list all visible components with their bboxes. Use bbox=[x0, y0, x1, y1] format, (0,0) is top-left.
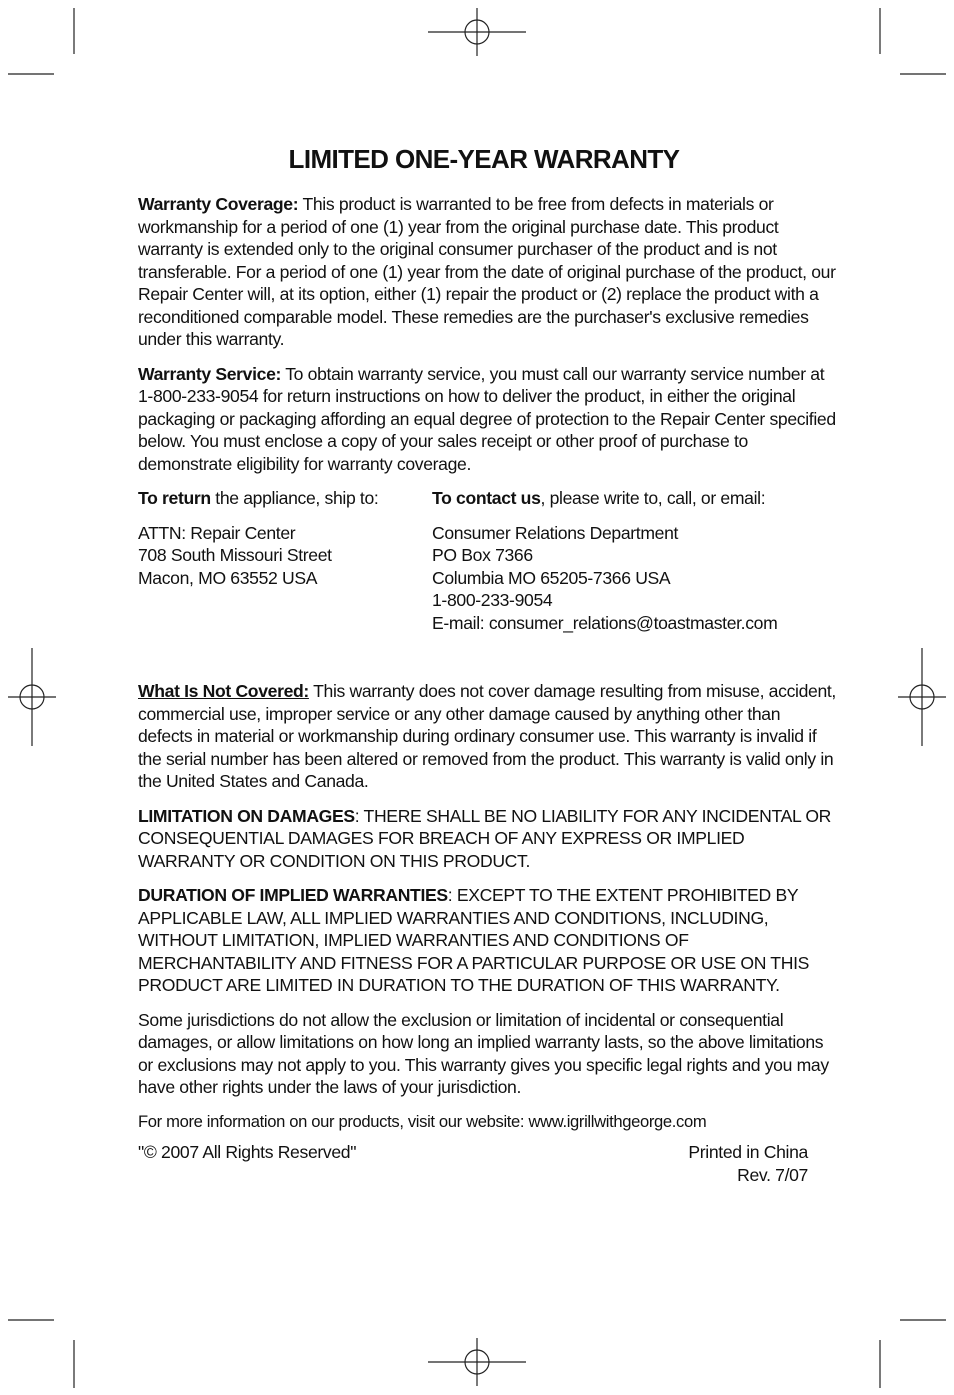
return-heading: To return bbox=[138, 488, 211, 508]
contact-address-line: Columbia MO 65205-7366 USA bbox=[432, 567, 671, 588]
coverage-text: This product is warranted to be free from defects in materials or workmanship for a period of one (1) year from the original purchase date. This product warranty is extended only to the original consumer purchaser of the product and is not transferable. For a period of one (1) year from the date of original purchase of the product, our Repair Center will, at its option, either (1) repair the product or (2) replace the product with a reconditioned comparable model. These remedies are the purchaser's exclusive remedies under this warranty. bbox=[138, 194, 836, 349]
return-heading-line bbox=[138, 487, 432, 510]
printed-in-text: Printed in China bbox=[688, 1142, 808, 1162]
revision-text: Rev. 7/07 bbox=[737, 1164, 808, 1185]
copyright-text: "© 2007 All Rights Reserved" bbox=[138, 1142, 357, 1162]
contact-phone: 1-800-233-9054 bbox=[432, 590, 553, 610]
not-covered-text: This warranty does not cover damage resulting from misuse, accident, commercial use, improper service or any other damage caused by anything other than defects in material or workmanship during ordinary consumer use. This warranty is invalid if the serial number has been altered or removed from the product. This warranty is valid only in the United States and Canada. bbox=[138, 681, 836, 791]
return-address-line: ATTN: Repair Center bbox=[138, 522, 296, 543]
coverage-heading: Warranty Coverage: bbox=[138, 194, 299, 214]
contact-heading-line bbox=[432, 487, 838, 510]
address-columns bbox=[138, 487, 838, 634]
return-address-column bbox=[138, 487, 432, 634]
limitation-text: : THERE SHALL BE NO LIABILITY FOR ANY INCIDENTAL OR CONSEQUENTIAL DAMAGES FOR BREACH OF ANY EXPRESS OR IMPLIED WARRANTY OR CONDITION ON THIS PRODUCT. bbox=[138, 805, 832, 871]
footer bbox=[138, 1141, 808, 1186]
duration-heading: DURATION OF IMPLIED WARRANTIES bbox=[138, 885, 448, 905]
contact-email: E-mail: consumer_relations@toastmaster.com bbox=[432, 612, 778, 633]
more-info-line: For more information on our products, visit our website: www.igrillwithgeorge.com bbox=[138, 1111, 707, 1131]
page-title: LIMITED ONE-YEAR WARRANTY bbox=[288, 144, 680, 174]
contact-address-line: Consumer Relations Department bbox=[432, 522, 679, 543]
not-covered-paragraph bbox=[138, 680, 838, 793]
contact-address-column bbox=[432, 487, 838, 634]
duration-paragraph bbox=[138, 884, 838, 997]
limitation-paragraph bbox=[138, 805, 838, 873]
contact-address-line: PO Box 7366 bbox=[432, 545, 533, 565]
contact-heading: To contact us bbox=[432, 488, 541, 508]
return-address bbox=[138, 522, 432, 590]
warranty-service-paragraph bbox=[138, 363, 838, 476]
print-info bbox=[688, 1141, 808, 1186]
jurisdictions-paragraph: Some jurisdictions do not allow the exclusion or limitation of incidental or consequential damages, or allow limitations on how long an implied warranty lasts, so the above limitations or exclusions may not apply to you. This warranty gives you specific legal rights and you may have other rights under the laws of your jurisdiction. bbox=[138, 1009, 829, 1097]
warranty-coverage-paragraph bbox=[138, 193, 838, 351]
return-heading-text: the appliance, ship to: bbox=[210, 488, 379, 508]
limitation-heading: LIMITATION ON DAMAGES bbox=[138, 805, 355, 826]
service-heading: Warranty Service: bbox=[138, 363, 282, 384]
service-text: To obtain warranty service, you must call our warranty service number at 1-800-233-9054 for return instructions on how to deliver the product, in either the original packaging or packaging affording an equal degree of protection to the Repair Center specified below. You must enclose a copy of your sales receipt or other proof of purchase to demonstrate eligibility for warranty coverage. bbox=[138, 363, 836, 474]
warranty-document bbox=[138, 140, 838, 1186]
not-covered-heading: What Is Not Covered: bbox=[138, 681, 309, 701]
contact-address bbox=[432, 522, 838, 635]
contact-heading-text: , please write to, call, or email: bbox=[540, 488, 766, 508]
duration-text: : EXCEPT TO THE EXTENT PROHIBITED BY APPLICABLE LAW, ALL IMPLIED WARRANTIES AND CONDITIONS, INCLUDING, WITHOUT LIMITATION, IMPLIED WARRANTIES AND CONDITIONS OF MERCHANTABILITY AND FITNESS FOR A PARTICULAR PURPOSE OR USE ON THIS PRODUCT ARE LIMITED IN DURATION TO THE DURATION OF THIS WARRANTY. bbox=[138, 885, 809, 995]
return-address-line: 708 South Missouri Street bbox=[138, 545, 332, 565]
return-address-line: Macon, MO 63552 USA bbox=[138, 567, 318, 588]
